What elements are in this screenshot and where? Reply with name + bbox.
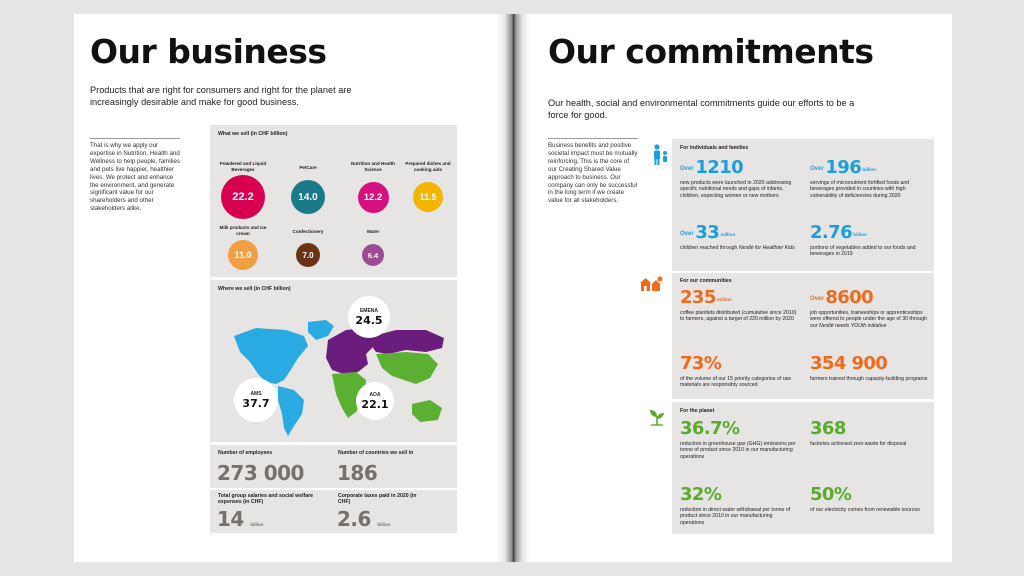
metric-value: 73% [680, 353, 722, 374]
category-bubble-nutrition-and-health-science: 12.2 [358, 182, 389, 213]
divider-rule [548, 138, 638, 139]
section-individuals-panel [672, 139, 934, 271]
metric-headline [810, 224, 928, 242]
category-bubble-prepared-dishes-and-cooking-aids: 11.5 [413, 182, 443, 212]
section-communities-title: For our communities [680, 278, 732, 284]
metric-unit: billion [852, 232, 867, 237]
body-text: That is why we apply our expertise in Nutrition, Health and Wellness to help people, families and pets live happier, healthier lives. We protect and enhance the environment, and generate significant value for our shareholders and other stakeholders alike. [90, 142, 180, 213]
community-icon [640, 276, 664, 292]
metric-prefix: Over [680, 231, 696, 237]
region-ams-badge [234, 378, 278, 422]
stats-divider [210, 488, 457, 490]
metric-card [810, 224, 928, 258]
region-aoa-name: AOA [369, 391, 381, 398]
metric-description: of the volume of our 15 priority categories of raw materials are responsibly sourced [680, 376, 792, 389]
metric-description: factories achieved zero waste for disposal [810, 441, 907, 447]
metric-value: 354 900 [810, 353, 888, 374]
region-aoa-value: 22.1 [361, 397, 389, 411]
metric-description: reduction in direct water withdrawal per tonne of product since 2010 in our manufacturing operations [680, 507, 791, 526]
metric-description-italic: Nestlé needs YOUth initiative [818, 322, 887, 329]
page-title: Our commitments [548, 32, 874, 71]
body-text: Business benefits and positive societal impact must be mutually reinforcing. This is the core of our Creating Shared Value approach to business. Our company can only be successful in the long term if we create value for all stakeholders. [548, 142, 638, 205]
stat-countries-label: Number of countries we sell in [338, 450, 414, 456]
metric-prefix: Over [810, 296, 826, 302]
stat-salaries-value [217, 507, 264, 531]
section-planet-title: For the planet [680, 408, 715, 414]
category-label-milk-products-and-ice-cream: Milk products and Ice cream [219, 225, 267, 236]
category-label-nutrition-and-health-science: Nutrition and Health Science [351, 161, 395, 172]
lead-text: Products that are right for consumers and right for the planet are increasingly desirable and make for good business. [90, 85, 352, 107]
metric-description: reduction in greenhouse gas (GHG) emissions per tonne of product since 2010 in our manufacturing operations [680, 441, 796, 460]
stat-salaries-number: 14 [217, 507, 244, 531]
stat-taxes-number: 2.6 [337, 507, 371, 531]
category-label-confectionery: Confectionery [292, 229, 324, 234]
metric-unit: million [719, 232, 736, 237]
category-bubble-petcare: 14.0 [291, 180, 325, 214]
metric-card [810, 420, 928, 447]
stat-salaries-unit: billion [250, 522, 264, 527]
metric-value: 50% [810, 484, 852, 505]
metric-headline [680, 486, 798, 504]
metric-headline [680, 420, 798, 438]
metric-card [680, 355, 798, 389]
stat-salaries-label: Total group salaries and social welfare expenses (in CHF) [218, 493, 314, 506]
category-bubble-milk-products-and-ice-cream: 11.0 [228, 240, 258, 270]
metric-value: 32% [680, 484, 722, 505]
metric-description: new products were launched in 2020 addressing specific nutritional needs and gaps of infants, children, expecting women or new mothers [680, 180, 792, 199]
map-greenland [308, 320, 334, 340]
metric-value: 33 [695, 222, 720, 243]
category-label-prepared-dishes-and-cooking-aids: Prepared dishes and cooking aids [405, 161, 451, 172]
region-emena-badge [348, 296, 390, 338]
stat-countries-value: 186 [337, 461, 378, 485]
stat-taxes-unit: billion [377, 522, 391, 527]
metric-description: farmers trained through capacity-building programs [810, 376, 928, 382]
metric-unit: million [715, 297, 732, 302]
region-emena-value: 24.5 [355, 313, 383, 327]
metric-card [680, 289, 798, 323]
metric-headline [680, 224, 798, 242]
category-bubble-confectionery: 7.0 [296, 243, 320, 267]
page-our-business [74, 14, 512, 562]
what-we-sell-panel [210, 125, 457, 277]
metric-value: 368 [810, 418, 846, 439]
metric-description: job opportunities, traineeships or apprenticeships were offered to people under the age of 30 through our Nestlé needs YOUth initiative [810, 310, 927, 329]
stat-taxes-label: Corporate taxes paid in 2020 (in CHF) [338, 493, 417, 506]
metric-description: coffee plantlets distributed (cumulative since 2010) to farmers, against a target of 220 million by 2020 [680, 310, 797, 323]
metric-value: 36.7% [680, 418, 740, 439]
metric-card [680, 420, 798, 460]
book-spine [496, 14, 530, 562]
stat-taxes-value [337, 507, 391, 531]
divider-rule [90, 138, 180, 139]
metric-headline [810, 420, 928, 438]
region-ams-name: AMS [250, 390, 262, 397]
category-label-water: Water [366, 229, 380, 234]
stat-employees-value: 273 000 [217, 461, 304, 485]
metric-headline [680, 355, 798, 373]
metric-value: 2.76 [810, 222, 853, 243]
category-label-petcare: PetCare [299, 165, 317, 170]
metric-card [810, 486, 928, 513]
map-north-america [234, 328, 308, 384]
category-bubble-water: 6.4 [362, 244, 384, 266]
metric-description: portions of vegetables added to our foods and beverages in 2019 [810, 245, 916, 258]
metric-headline [810, 159, 928, 177]
section-individuals-title: For individuals and families [680, 145, 749, 151]
region-ams-value: 37.7 [242, 396, 270, 410]
metric-description-italic: Nestlé for Healthier Kids [738, 245, 795, 251]
metric-value: 235 [680, 287, 716, 308]
section-communities-panel [672, 273, 934, 399]
metric-headline [680, 159, 798, 177]
map-south-america [278, 386, 304, 436]
category-bubble-powdered-and-liquid-beverages: 22.2 [221, 175, 265, 219]
metric-card [810, 289, 928, 329]
metric-headline [810, 355, 928, 373]
metric-headline [810, 289, 928, 307]
metric-card [680, 486, 798, 526]
metric-prefix: Over [680, 166, 696, 172]
metric-unit: billion [861, 167, 876, 172]
page-title: Our business [90, 32, 327, 71]
where-we-sell-title: Where we sell (in CHF billion) [218, 286, 291, 292]
map-oceania [412, 400, 442, 422]
stats-panel [210, 445, 457, 533]
region-emena-name: EMENA [359, 307, 379, 314]
region-aoa-badge [356, 382, 394, 420]
what-we-sell-title: What we sell (in CHF billion) [218, 131, 288, 137]
metric-prefix: Over [810, 166, 826, 172]
metric-card [680, 224, 798, 251]
metric-card [810, 355, 928, 382]
metric-value: 1210 [695, 157, 744, 178]
stat-employees-label: Number of employees [218, 450, 273, 456]
lead-text: Our health, social and environmental commitments guide our efforts to be a force for good. [548, 98, 855, 120]
metric-headline [680, 289, 798, 307]
family-icon [652, 144, 670, 166]
section-planet-panel [672, 402, 934, 534]
metric-description: of our electricity comes from renewable sources [810, 507, 920, 513]
metric-headline [810, 486, 928, 504]
category-label-powdered-and-liquid-beverages: Powdered and Liquid Beverages [219, 161, 267, 172]
map-asia [376, 352, 438, 384]
metric-value: 196 [825, 157, 862, 178]
metric-description: children reached through Nestlé for Healthier Kids [680, 245, 795, 251]
metric-description: servings of micronutrient fortified foods and beverages provided in countries with high vulnerability of deficiencies during 2020 [810, 180, 910, 199]
metric-card [680, 159, 798, 199]
where-we-sell-panel [210, 280, 457, 442]
metric-card [810, 159, 928, 199]
page-our-commitments [512, 14, 952, 562]
plant-icon [648, 408, 666, 426]
metric-value: 8600 [825, 287, 874, 308]
